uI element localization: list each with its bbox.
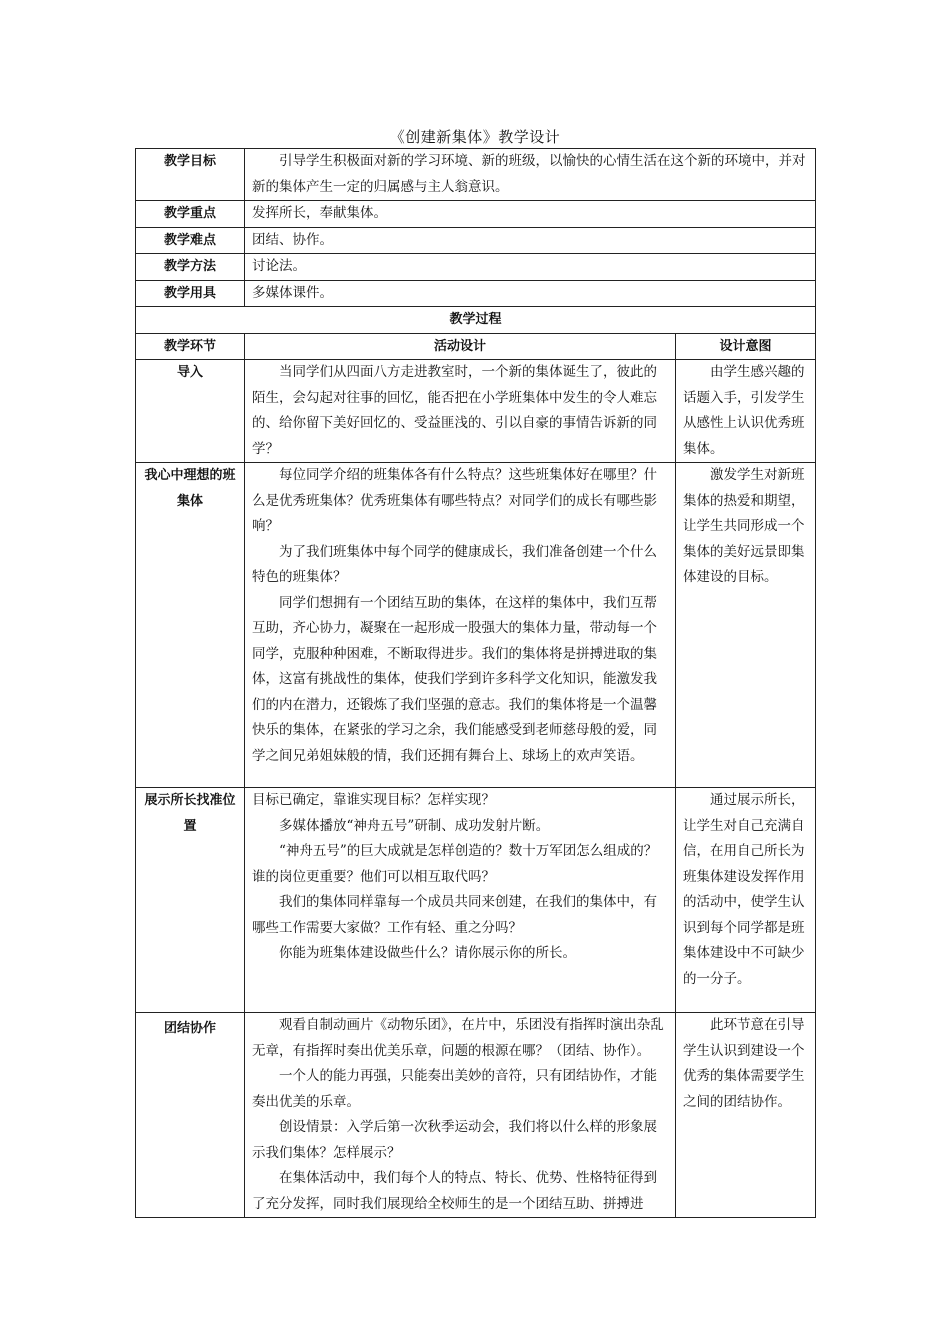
info-label: 教学重点 [136, 201, 245, 228]
lesson-plan-table [135, 148, 816, 1218]
activity-paragraph: 你能为班集体建设做些什么？请你展示你的所长。 [279, 945, 576, 961]
info-row-tools [136, 280, 816, 307]
activity-paragraph: 多媒体播放“神舟五号”研制、成功发射片断。 [279, 817, 550, 834]
section-intent: 由学生感兴趣的话题入手，引发学生从感性上认识优秀班集体。 [676, 360, 816, 463]
activity-paragraph: 创设情景：入学后第一次秋季运动会，我们将以什么样的形象展示我们集体？怎样展示？ [252, 1119, 657, 1161]
activity-paragraph: “神舟五号”的巨大成就是怎样创造的？数十万军团怎么组成的？谁的岗位更重要？他们可以相互取代吗？ [252, 843, 658, 885]
info-value: 讨论法。 [245, 254, 816, 281]
activity-paragraph: 为了我们班集体中每个同学的健康成长，我们准备创建一个什么特色的班集体？ [252, 543, 657, 585]
section-activity [245, 1013, 676, 1218]
section-stage: 展示所长找准位置 [136, 788, 245, 1013]
section-stage: 我心中理想的班集体 [136, 463, 245, 788]
info-label: 教学目标 [136, 149, 245, 201]
activity-paragraph: 一个人的能力再强，只能奏出美妙的音符，只有团结协作，才能奏出优美的乐章。 [252, 1068, 657, 1110]
column-header-row [136, 333, 816, 360]
process-title-row [136, 307, 816, 334]
section-stage: 导入 [136, 360, 245, 463]
info-value: 多媒体课件。 [245, 280, 816, 307]
activity-paragraph: 当同学们从四面八方走进教室时，一个新的集体诞生了，彼此的陌生，会勾起对往事的回忆，能否把在小学班集体中发生的令人难忘的、给你留下美好回忆的、受益匪浅的、引以自豪的事情告诉新的同学？ [252, 364, 657, 457]
info-row-goal [136, 149, 816, 201]
info-label: 教学难点 [136, 227, 245, 254]
section-activity [245, 788, 676, 1013]
section-intent: 激发学生对新班集体的热爱和期望，让学生共同形成一个集体的美好远景即集体建设的目标。 [676, 463, 816, 788]
column-header-stage: 教学环节 [136, 333, 245, 360]
info-row-key-point [136, 201, 816, 228]
info-row-difficulty [136, 227, 816, 254]
info-value: 引导学生积极面对新的学习环境、新的班级，以愉快的心情生活在这个新的环境中，并对新的集体产生一定的归属感与主人翁意识。 [245, 149, 816, 201]
info-value: 发挥所长，奉献集体。 [245, 201, 816, 228]
activity-paragraph: 我们的集体同样靠每一个成员共同来创建，在我们的集体中，有哪些工作需要大家做？工作有轻、重之分吗？ [252, 894, 657, 936]
section-intent: 通过展示所长，让学生对自己充满自信，在用自己所长为班集体建设发挥作用的活动中，使学生认识到每个同学都是班集体建设中不可缺少的一分子。 [676, 788, 816, 1013]
process-title: 教学过程 [136, 307, 816, 334]
activity-paragraph: 观看自制动画片《动物乐团》，在片中，乐团没有指挥时演出杂乱无章，有指挥时奏出优美乐章，问题的根源在哪？（团结、协作）。 [252, 1017, 664, 1059]
section-activity [245, 463, 676, 788]
section-row-intro [136, 360, 816, 463]
section-activity [245, 360, 676, 463]
activity-paragraph: 目标已确定，靠谁实现目标？怎样实现？ [252, 792, 495, 808]
column-header-intent: 设计意图 [676, 333, 816, 360]
info-row-method [136, 254, 816, 281]
section-row-ideal-class [136, 463, 816, 788]
info-value: 团结、协作。 [245, 227, 816, 254]
activity-paragraph: 每位同学介绍的班集体各有什么特点？这些班集体好在哪里？什么是优秀班集体？优秀班集体有哪些特点？对同学们的成长有哪些影响？ [252, 467, 657, 534]
section-row-teamwork [136, 1013, 816, 1218]
info-label: 教学用具 [136, 280, 245, 307]
section-stage: 团结协作 [136, 1013, 245, 1218]
section-row-show-talents [136, 788, 816, 1013]
section-intent: 此环节意在引导学生认识到建设一个优秀的集体需要学生之间的团结协作。 [676, 1013, 816, 1218]
document-title: 《创建新集体》教学设计 [389, 128, 561, 146]
activity-paragraph: 同学们想拥有一个团结互助的集体，在这样的集体中，我们互帮互助，齐心协力，凝聚在一起形成一股强大的集体力量，带动每一个同学，克服种种困难，不断取得进步。我们的集体将是拼搏进取的集体，这富有挑战性的集体，使我们学到许多科学文化知识，能激发我们的内在潜力，还锻炼了我们坚强的意志。我们的集体将是一个温馨快乐的集体，在紧张的学习之余，我们能感受到老师慈母般的爱，同学之间兄弟姐妹般的情，我们还拥有舞台上、球场上的欢声笑语。 [252, 594, 657, 764]
activity-paragraph: 在集体活动中，我们每个人的特点、特长、优势、性格特征得到了充分发挥，同时我们展现给全校师生的是一个团结互助、拼搏进 [252, 1170, 657, 1212]
info-label: 教学方法 [136, 254, 245, 281]
column-header-activity: 活动设计 [245, 333, 676, 360]
